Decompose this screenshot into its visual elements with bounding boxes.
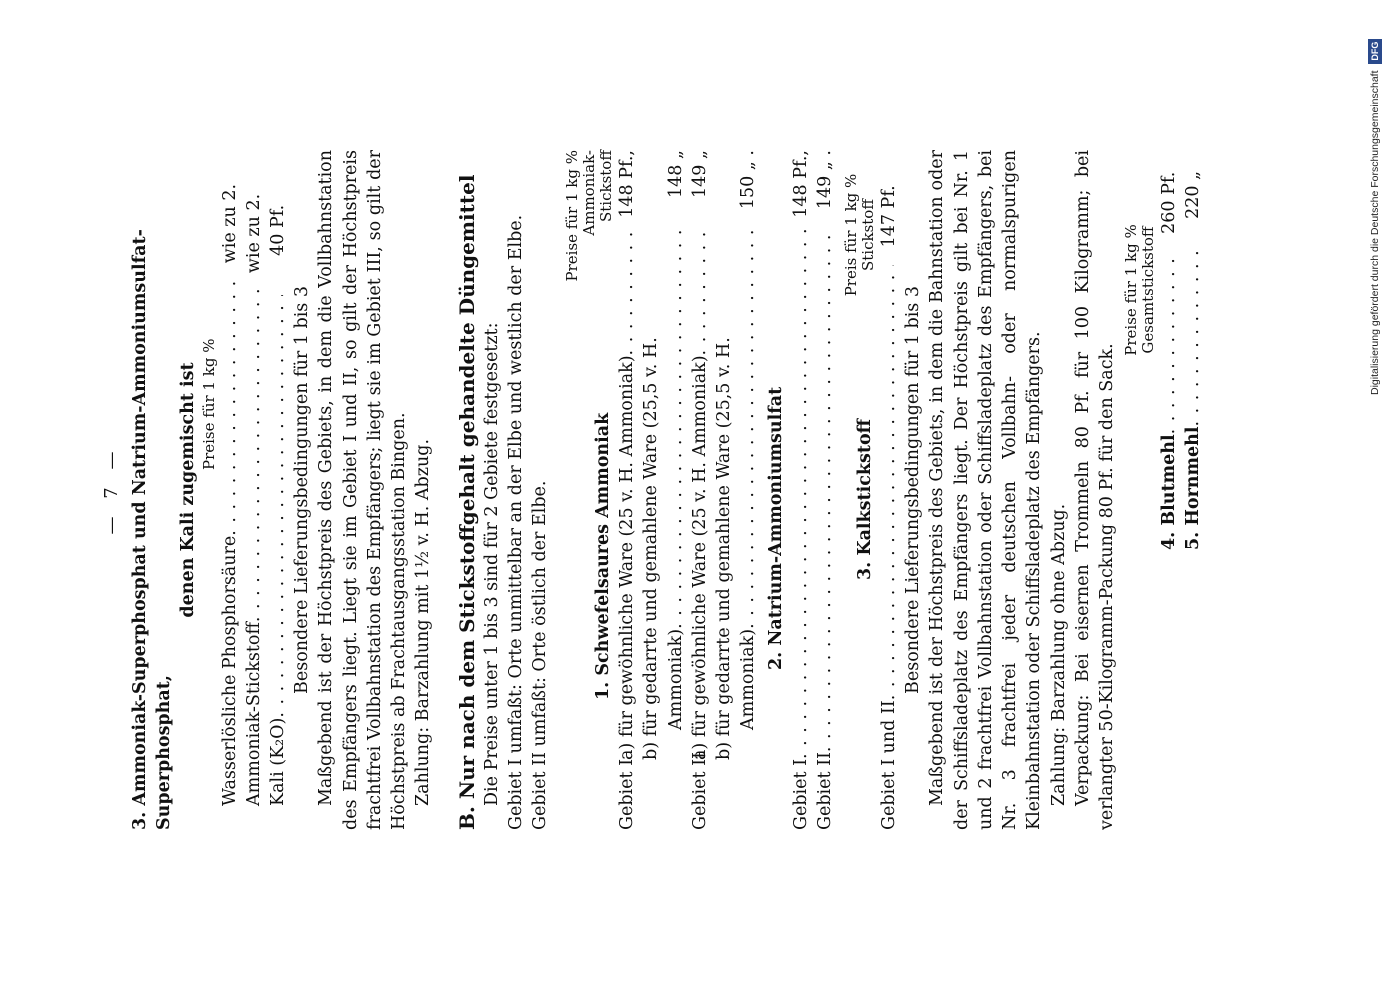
- row-label: a) für gewöhnliche Ware (25 v. H. Ammoniak): [689, 355, 710, 760]
- row-value: 260 Pf.: [1159, 171, 1180, 234]
- gebiet-label: Gebiet I: [617, 759, 638, 830]
- row-label: 4. Blutmehl: [1159, 434, 1180, 550]
- row-value: 147 Pf.: [879, 185, 900, 248]
- sectionB-intro: Die Preise unter 1 bis 3 sind für 2 Gebiete festgesetzt:: [481, 322, 502, 806]
- sub1-row: [639, 150, 663, 830]
- sectionB-gebiet1: Gebiet I umfaßt: Orte unmittelbar an der Elbe und westlich der Elbe.: [505, 214, 526, 830]
- price-head-line: Preise für 1 kg %: [1122, 224, 1141, 356]
- leader-dots: [218, 274, 242, 536]
- row-label: Ammoniak-Stickstoff: [243, 622, 264, 806]
- section3-row: [242, 150, 266, 830]
- sub1-row: [712, 150, 736, 830]
- sub45-price-head: [1123, 150, 1157, 830]
- sub1-title: 1. Schwefelsaures Ammoniak: [593, 412, 614, 700]
- sub3-conditions-head: Besondere Lieferungsbedingungen für 1 bis 3: [903, 286, 924, 694]
- sub3-title: 3. Kalkstickstoff: [854, 418, 875, 580]
- sub1-row: [688, 150, 712, 830]
- price-head-line: Preise für 1 kg %: [563, 150, 582, 282]
- leader-dots: [266, 295, 290, 718]
- sub45-row: [1157, 150, 1181, 830]
- row-label: 5. Hornmehl: [1183, 426, 1204, 550]
- price-head-line: Gesamtstickstoff: [1139, 226, 1158, 354]
- sub1-row: [615, 150, 639, 830]
- sub1-price-head: [564, 150, 615, 300]
- sub2-title: 2. Natrium-Ammoniumsulfat: [766, 386, 787, 670]
- row-value: wie zu 2.: [219, 183, 240, 264]
- row-value: 149 „ .: [814, 150, 835, 210]
- section3-row: [218, 150, 242, 830]
- text-column: [100, 150, 1206, 830]
- row-label: Ammoniak): [665, 628, 686, 730]
- dfg-logo: DFG: [1368, 39, 1382, 64]
- section3-conditions-text: Maßgebend ist der Höchstpreis des Gebiets, in dem die Vollbahnstation des Empfängers liegt. Liegt sie im Gebiet I und II, so gilt der Höchstpreis frachtfrei Vollbahnstation des Empfängers; liegt sie im Gebiet III, so gilt der Höchstpreis ab Frachtausgangsstation Bingen.: [316, 150, 410, 830]
- price-head-line: Preis für 1 kg %: [842, 173, 861, 297]
- row-label: b) für gedarrte und gemahlene Ware (25,5 v. H.: [641, 337, 662, 760]
- row-label: Wasserlösliche Phosphorsäure: [219, 535, 240, 806]
- row-label: Gebiet I: [790, 759, 811, 830]
- row-label: Kali (K₂O): [268, 717, 289, 806]
- section3-title-line2: denen Kali zugemischt ist: [178, 362, 199, 618]
- sub3-payment: Zahlung: Barzahlung ohne Abzug.: [1048, 503, 1069, 806]
- sub2-row: [789, 150, 813, 830]
- section3-price-head: Preise für 1 kg %: [199, 338, 218, 470]
- sub3-row: [877, 150, 901, 830]
- row-label: Gebiet I und II: [879, 700, 900, 830]
- row-value: 148 „: [665, 150, 686, 199]
- sub3-packing: Verpackung: Bei eisernen Trommeln 80 Pf. für 100 Kilogramm; bei verlangter 50-Kilogramm-Packung 80 Pf. für den Sack.: [1072, 150, 1117, 830]
- section3-conditions-head: Besondere Lieferungsbedingungen für 1 bis 3: [292, 286, 313, 694]
- row-label: Gebiet II: [814, 752, 835, 830]
- gebiet-label: Gebiet II: [689, 752, 710, 830]
- credit-text: Digitalisierung gefördert durch die Deutsche Forschungsgemeinschaft: [1369, 70, 1381, 395]
- rotated-page-content: [100, 150, 1204, 830]
- sectionB-gebiet2: Gebiet II umfaßt: Orte östlich der Elbe.: [530, 480, 551, 830]
- price-head-line: Stickstoff: [859, 199, 878, 272]
- sub1-row: [736, 150, 760, 830]
- row-value: 40 Pf.: [268, 204, 289, 256]
- row-value: 148 Pf.,: [790, 150, 811, 218]
- row-label: Ammoniak): [738, 628, 759, 730]
- price-head-line: Ammoniak-Stickstoff: [580, 150, 616, 236]
- sectionB-title: B. Nur nach dem Stickstoffgehalt gehandelte Düngemittel: [455, 174, 480, 830]
- sub3-price-head: [843, 150, 877, 320]
- row-label: a) für gewöhnliche Ware (25 v. H. Ammoniak): [617, 355, 638, 760]
- sub1-row: [664, 150, 688, 830]
- row-value: 149 „: [689, 150, 710, 199]
- sub3-conditions-text: Maßgebend ist der Höchstpreis des Gebiets, in dem die Bahnstation oder der Schiffsladeplatz des Empfängers liegt. Der Höchstpreis gilt bei Nr. 1 und 2 frachtfrei Vollbahnstation oder Schiffsladeplatz des Empfängers, bei Nr. 3 frachtfrei jeder deutschen Vollbahn- oder normalspurigen Kleinbahnstation oder Schiffsladeplatz des Empfängers.: [927, 150, 1045, 830]
- section3-row: [266, 150, 290, 830]
- page-number: — 7 —: [101, 445, 122, 535]
- sub45-row: [1181, 150, 1205, 830]
- digitization-credit: [1368, 0, 1382, 395]
- row-value: 148 Pf.,: [617, 150, 638, 218]
- section3-payment: Zahlung: Barzahlung mit 1½ v. H. Abzug.: [413, 438, 434, 806]
- sub3-header: [843, 150, 877, 830]
- row-value: wie zu 2.: [243, 193, 264, 274]
- leader-dots: [242, 284, 266, 622]
- row-value: 150 „ .: [738, 150, 759, 210]
- sub1-header: [564, 150, 615, 830]
- sub2-row: [813, 150, 837, 830]
- section3-title-line1: 3. Ammoniak-Superphosphat und Natrium-Ammoniumsulfat-Superphosphat,: [130, 229, 175, 830]
- row-label: b) für gedarrte und gemahlene Ware (25,5 v. H.: [714, 337, 735, 760]
- row-value: 220 „: [1183, 170, 1204, 219]
